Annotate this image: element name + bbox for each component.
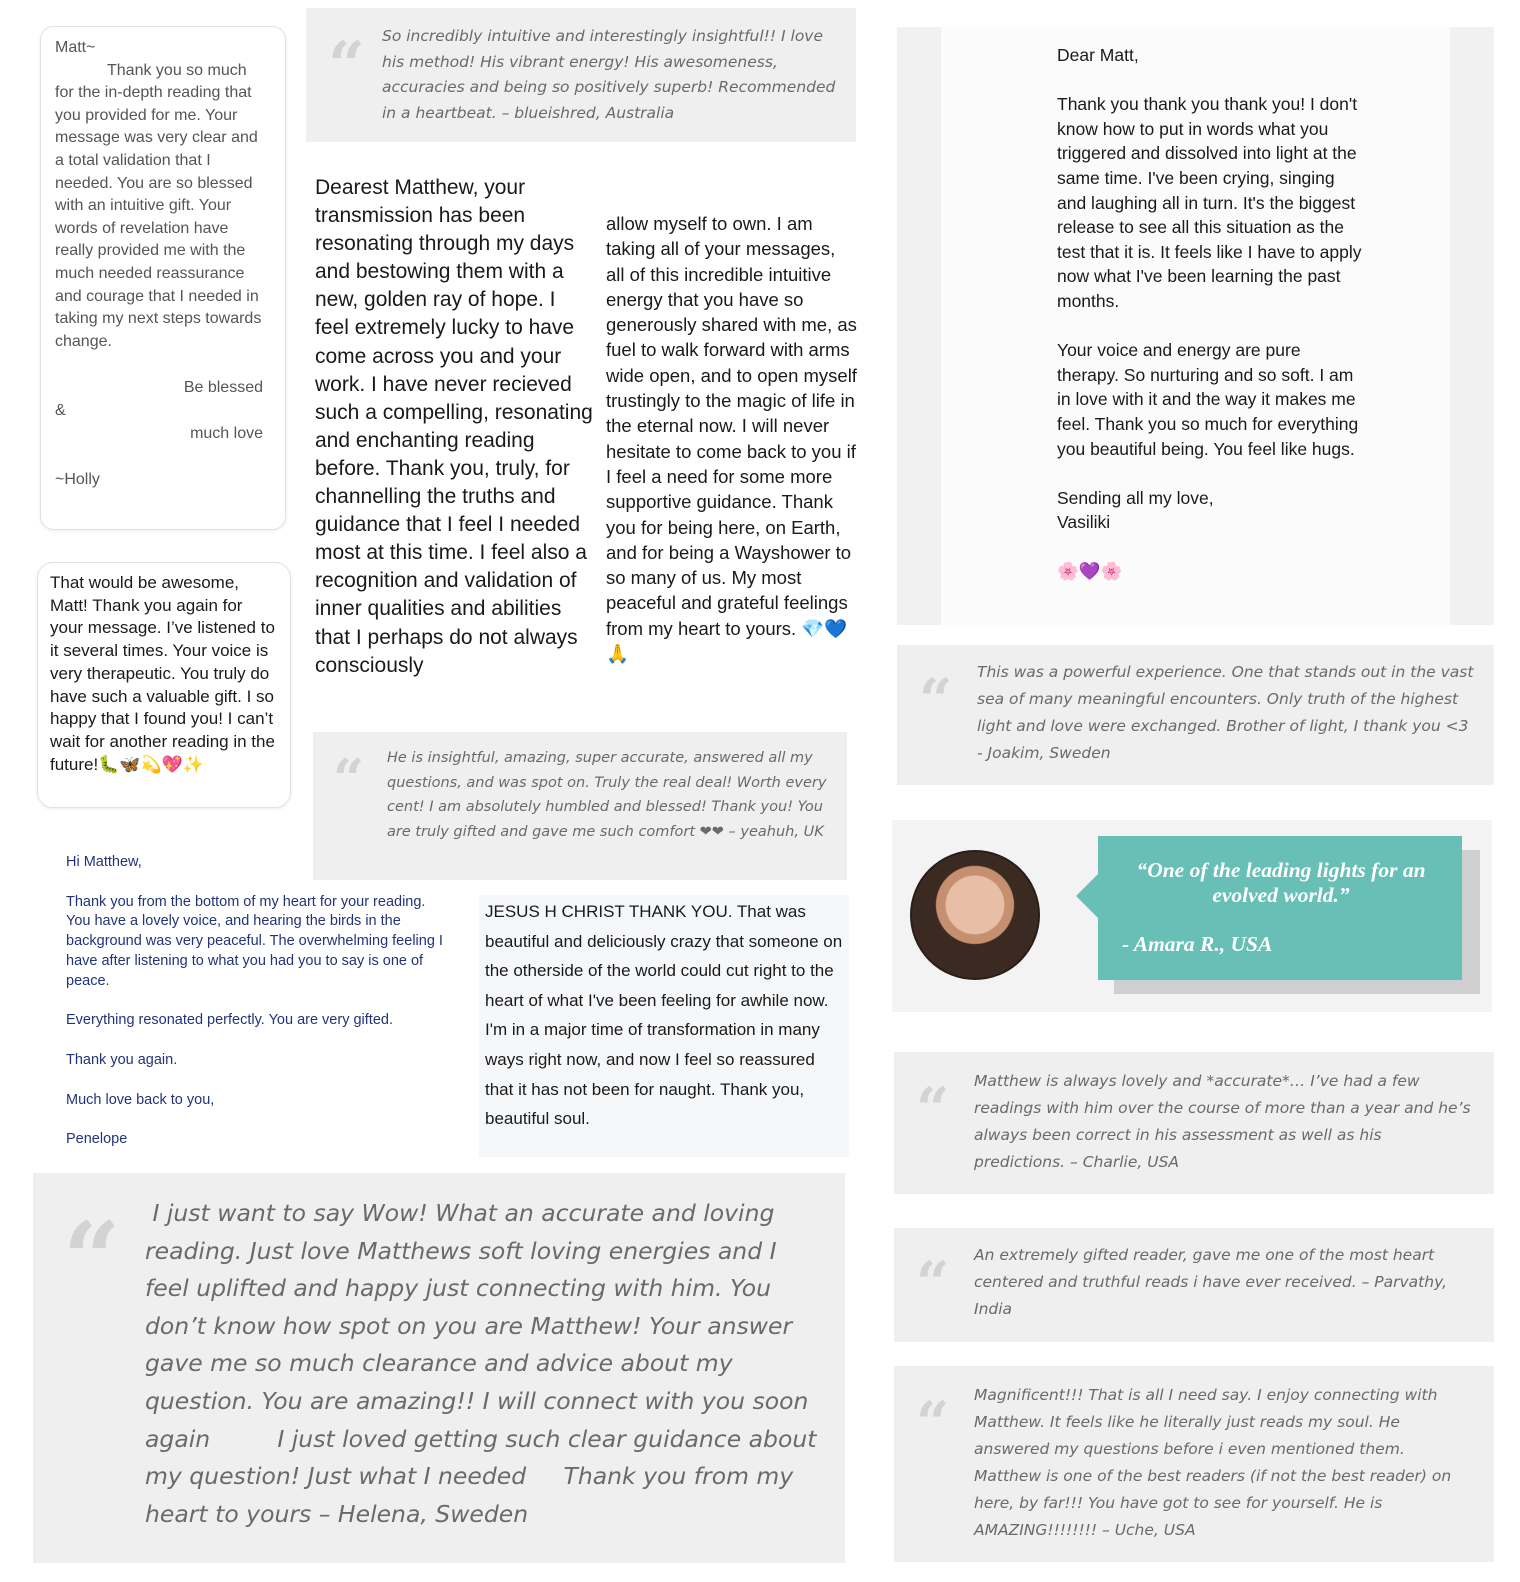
quote-icon: “ [328,28,361,103]
paragraph-2: Your voice and energy are pure therapy. So nurturing and so soft. I am in love with it and the way it makes me feel. Thank you so much for everything you beautiful being. You feel like hugs. [1057,340,1359,459]
greeting: Hi Matthew, [66,854,142,870]
signature: Vasiliki [1057,512,1111,533]
paragraph-4: Much love back to you, [66,1091,215,1108]
quote-author: - Amara R., USA [1122,932,1273,956]
quote-text: I just want to say Wow! What an accurate and loving reading. Just love Matthews soft loving energies and I feel uplifted and happy just connecting with him. You don’t know how spot on you are Matthew! Your answer gave me so much clearance and advice about my question. You are amazing!! I will connect with you soon again I just loved getting such clear guidance about my question! Just what I needed Thank you from my heart to yours – Helena, Sweden [145,1199,824,1528]
paragraph-3: Thank you again. [66,1051,178,1068]
testimonial-amara [892,820,1492,1012]
quote-text: So incredibly intuitive and interestingly insightful!! I love his method! His vibrant energy! His awesomeness, accuracies and being so positively superb! Recommended in a heartbeat. – blueishred, Australia [382,27,836,122]
testimonial-holly [40,26,286,530]
signature: ~Holly [55,471,100,489]
quote-icon: “ [919,666,949,734]
letter-text-col2: allow myself to own. I am taking all of your messages, all of this incredible intuitive energy that you have so generously shared with me, as fuel to walk forward with arms wide open, and to open myself trustingly to the magic of life in the eternal now. I will never hesitate to come back to you if I feel a need for some more supportive guidance. Thank you for being here, on Earth, and for being a Wayshower to so many of us. My most peaceful and grateful feelings from my heart to yours. [606,213,857,639]
testimonial-jesus [479,895,849,1157]
quote-text: “One of the leading lights for an evolved world.” [1136,858,1426,907]
closing-amp: & [55,401,66,419]
greeting: Matt~ [55,39,96,56]
emoji-row: 🌸💜🌸 [1057,561,1123,582]
testimonial-parvathy [894,1228,1494,1342]
bubble-tail [1076,872,1100,920]
body-first-line: Thank you so much [107,61,247,79]
message-text: JESUS H CHRIST THANK YOU. That was beautiful and deliciously crazy that someone on the otherside of the world could cut right to the heart of what I've been feeling for awhile now. I'm in a major time of transformation in many ways right now, and now I feel so reassured that it has not been for naught. Thank you, beautiful soul. [485,902,843,1129]
closing: Sending all my love, [1057,487,1214,508]
quote-icon: “ [63,1200,117,1318]
body-text: for the in-depth reading that you provided for me. Your message was very clear and a total validation that I needed. You are so blessed with an intuitive gift. Your words of revelation have really provided me with the much needed reassurance and courage that I needed in taking my next steps towards change. [55,84,262,350]
message-text: That would be awesome, Matt! Thank you again for your message. I’ve listened to it several times. Your voice is very therapeutic. You truly do have such a valuable gift. I so happy that I found you! I can’t wait for another reading in the future! [50,573,275,774]
testimonial-dearest-col1 [315,174,593,680]
quote-icon: “ [916,1249,946,1317]
quote-icon: “ [916,1389,946,1457]
quote-icon: “ [333,747,361,811]
quote-icon: “ [916,1075,946,1143]
testimonial-charlie [894,1052,1494,1194]
left-margin-band [897,27,941,625]
testimonial-uche [894,1366,1494,1562]
quote-text: This was a powerful experience. One that stands out in the vast sea of many meaningful encounters. Only truth of the highest light and love were exchanged. Brother of light, I thank you <3 - Joakim, Sweden [977,663,1474,762]
quote-text: An extremely gifted reader, gave me one of the most heart centered and truthful reads i have ever received. – Parvathy, India [974,1246,1447,1318]
testimonial-blueishred [306,8,856,142]
closing-line-1: Be blessed [183,379,263,397]
letter-text-col1: Dearest Matthew, your transmission has been resonating through my days and bestowing them with a new, golden ray of hope. I feel extremely lucky to have come across you and your work. I have never recieved such a compelling, resonating and enchanting reading before. Thank you, truly, for channelling the truths and guidance that I feel I needed most at this time. I feel also a recognition and validation of inner qualities and abilities that I perhaps do not always consciously [315,176,593,677]
paragraph-1: Thank you thank you thank you! I don't know how to put in words what you triggered and dissolved into light at the same time. I've been crying, singing and laughing all in turn. It's the biggest release to see all this situation as the test that it is. It feels like I have to apply now what I've been learning the past months. [1057,94,1362,311]
testimonial-joakim [897,645,1494,785]
avatar [910,850,1040,980]
paragraph-1: Thank you from the bottom of my heart for your reading. You have a lovely voice, and hearing the birds in the background was very peaceful. The overwhelming feeling I have after listening to what you had you to say is one of peace. [66,893,443,989]
emoji-row: 💎💙🙏 [606,617,848,665]
emoji-row: 🐛🦋💫💖✨ [98,754,205,774]
right-margin-band [1450,27,1494,625]
letter-body [1057,43,1367,584]
testimonial-awesome [37,562,291,808]
testimonial-vasiliki [897,27,1494,625]
testimonial-penelope [66,853,446,1170]
testimonial-dearest-col2 [606,211,858,666]
quote-text: He is insightful, amazing, super accurate, answered all my questions, and was spot on. Truly the real deal! Worth every cent! I am absolutely humbled and blessed! Thank you! You are truly gifted and gave me such comfort ❤❤ – yeahuh, UK [387,750,827,841]
testimonial-helena [33,1173,845,1563]
paragraph-2: Everything resonated perfectly. You are very gifted. [66,1012,393,1029]
signature: Penelope [66,1131,128,1148]
closing-line-2: much love [190,424,263,442]
greeting: Dear Matt, [1057,45,1139,65]
quote-text: Magnificent!!! That is all I need say. I enjoy connecting with Matthew. It feels like he literally just reads my soul. He answered my questions before i even mentioned them. Matthew is one of the best readers (if not the best reader) on here, by far!!! You have got to see for yourself. He is AMAZING!!!!!!!! – Uche, USA [974,1386,1452,1539]
quote-text: Matthew is always lovely and *accurate*… I’ve had a few readings with him over the course of more than a year and he’s always been correct in his assessment as well as his predictions. – Charlie, USA [974,1072,1471,1171]
